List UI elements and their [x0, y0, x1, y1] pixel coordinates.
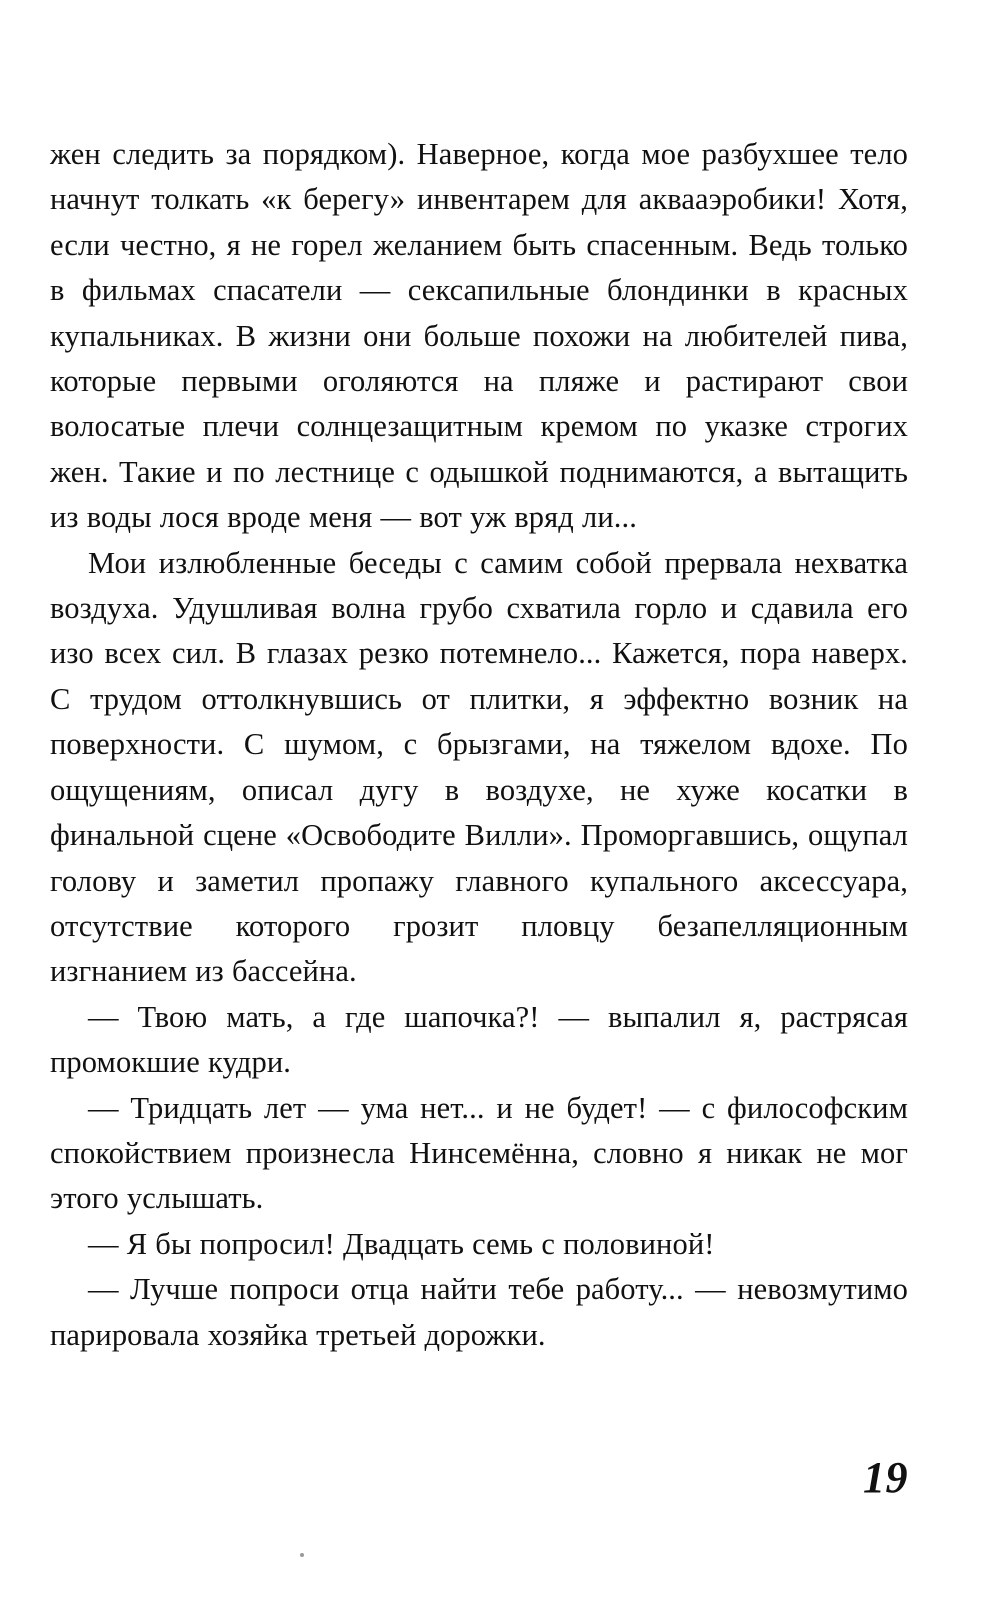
page-number: 19 [863, 1453, 908, 1502]
paragraph-dialogue-thirty: — Тридцать лет — ума нет... и не будет! — с философским спокойствием произнесла Нинсемённа, словно я никак не мог этого услышать. [50, 1090, 908, 1216]
page-body-text [50, 132, 908, 1358]
paragraph-dialogue-hat: — Твою мать, а где шапочка?! — выпалил я, растрясая промокшие кудри. [50, 999, 908, 1080]
paragraph-dialogue-twentyseven: — Я бы попросил! Двадцать семь с половиной! [88, 1226, 715, 1261]
footer-dot-mark [300, 1553, 304, 1557]
paragraph-breath: Мои излюбленные беседы с самим собой прервала нехватка воздуха. Удушливая волна грубо схватила горло и сдавила его изо всех сил. В глазах резко потемнело... Кажется, пора наверх. С трудом оттолкнувшись от плитки, я эффектно возник на поверхности. С шумом, с брызгами, на тяжелом вдохе. По ощущениям, описал дугу в воздухе, не хуже косатки в финальной сцене «Освободите Вилли». Проморгавшись, ощупал голову и заметил пропажу главного купального аксессуара, отсутствие которого грозит пловцу безапелляционным изгнанием из бассейна. [50, 545, 908, 989]
paragraph-continued: жен следить за порядком). Наверное, когда мое разбухшее тело начнут толкать «к берегу» инвентарем для аквааэробики! Хотя, если честно, я не горел желанием быть спасенным. Ведь только в фильмах спасатели — сексапильные блондинки в красных купальниках. В жизни они больше похожи на любителей пива, которые первыми оголяются на пляже и растирают свои волосатые плечи солнцезащитным кремом по указке строгих жен. Такие и по лестнице с одышкой поднимаются, а вытащить из воды лося вроде меня — вот уж вряд ли... [50, 137, 908, 535]
paragraph-dialogue-father: — Лучше попроси отца найти тебе работу... — невозмутимо парировала хозяйка третьей дорожки. [50, 1272, 908, 1352]
